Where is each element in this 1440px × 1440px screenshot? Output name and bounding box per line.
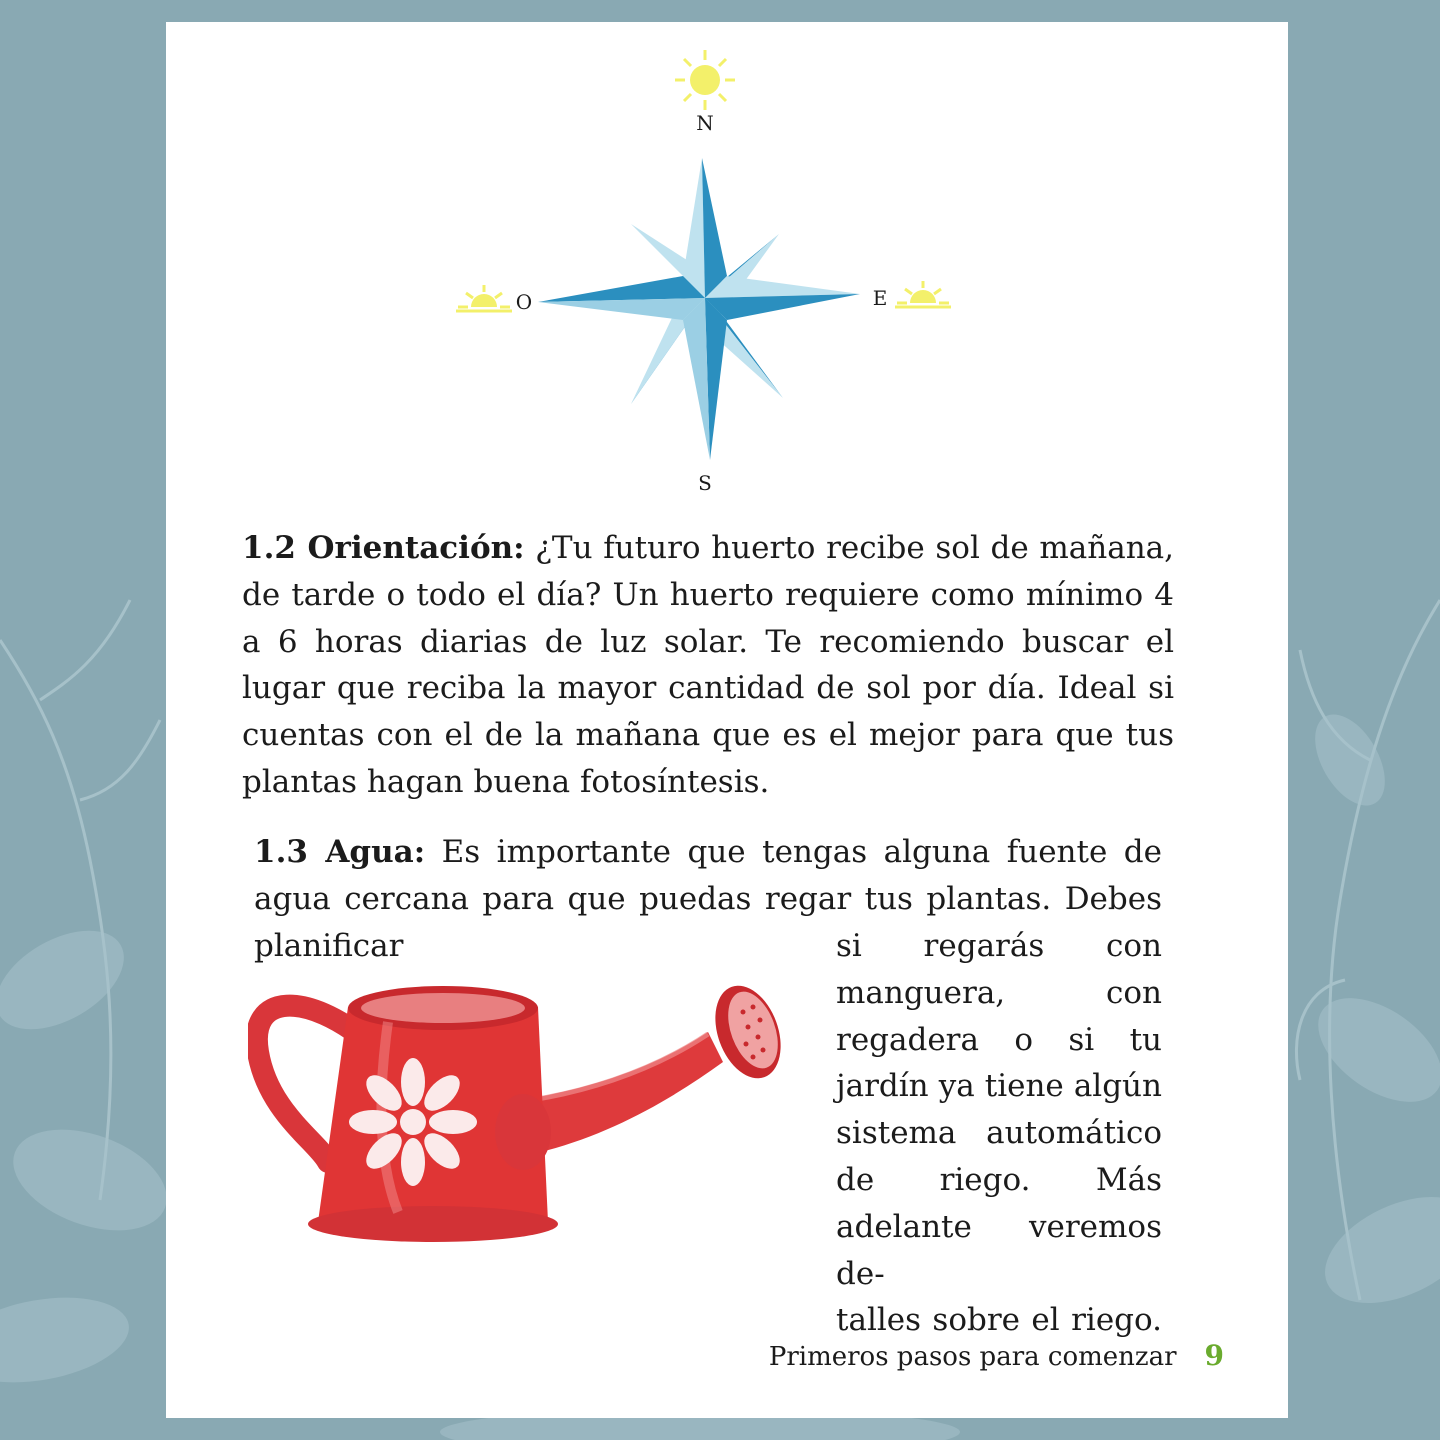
book-page bbox=[166, 22, 1288, 1418]
sun-icon bbox=[675, 50, 735, 110]
sunrise-icon bbox=[456, 285, 512, 311]
sunset-icon bbox=[895, 281, 951, 307]
compass-east-label: E bbox=[872, 286, 888, 310]
section-agua-heading: 1.3 Agua: bbox=[254, 834, 426, 870]
section-agua-last-line: talles sobre el riego. bbox=[836, 1302, 1162, 1339]
section-orientacion-text: ¿Tu futuro huerto recibe sol de mañana, de tarde o todo el día? Un huerto requiere como mínimo 4 a 6 horas diarias de luz solar. Te recomiendo buscar el lugar que reciba la mayor cantidad de sol por día. Ideal si cuentas con el de la mañana que es el mejor para que tus plantas hagan buena fotosíntesis. bbox=[242, 530, 1174, 800]
compass-south-label: S bbox=[698, 471, 712, 495]
page-footer bbox=[769, 1339, 1224, 1372]
watering-can-illustration bbox=[248, 952, 808, 1262]
section-agua-text: Es importante que tengas alguna fuente de agua cercana para que puedas regar tus plantas. Debes planificar bbox=[254, 834, 1162, 964]
page-number: 9 bbox=[1204, 1339, 1224, 1372]
compass-rose-illustration bbox=[166, 22, 1288, 522]
section-orientacion-heading: 1.2 Orientación: bbox=[242, 530, 525, 566]
compass-north-label: N bbox=[696, 111, 714, 135]
section-agua-wrap bbox=[836, 923, 1162, 1344]
section-agua-wrap-text: si regarás con manguera, con regadera o si tu jardín ya tiene algún sistema automático de riego. Más adelante veremos de- bbox=[836, 928, 1162, 1292]
footer-chapter-title: Primeros pasos para comenzar bbox=[768, 1342, 1177, 1372]
section-orientacion bbox=[242, 525, 1174, 806]
compass-west-label: O bbox=[515, 290, 533, 314]
